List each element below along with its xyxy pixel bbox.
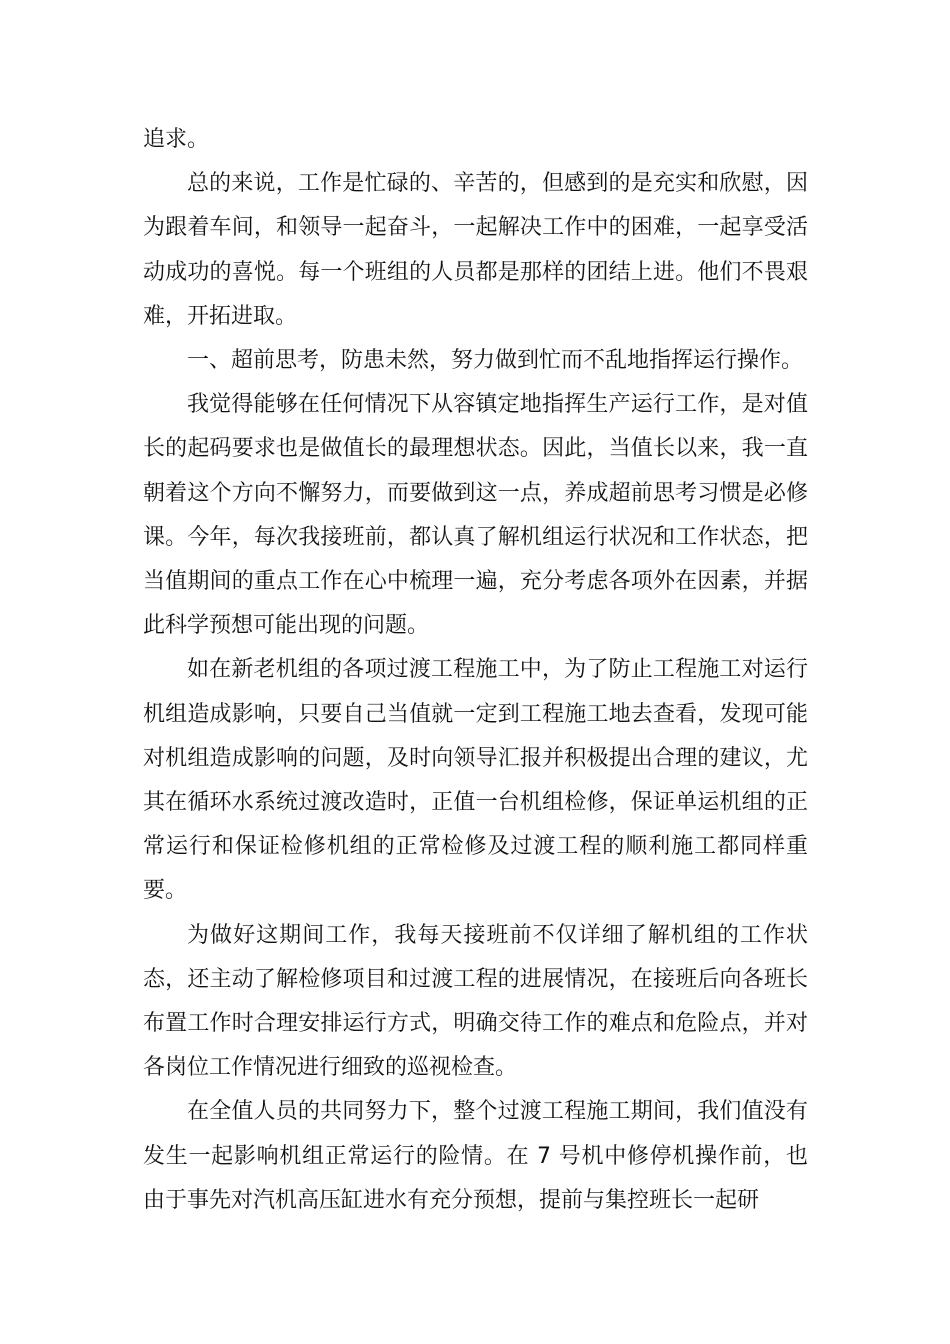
paragraph-summary: 总的来说，工作是忙碌的、辛苦的，但感到的是充实和欣慰，因为跟着车间，和领导一起奋斗，一起解决工作中的困难，一起享受活动成功的喜悦。每一个班组的人员都是那样的团结上进。他们不畏艰难，开拓进取。 (143, 171, 808, 329)
paragraph-continuation: 追求。 (143, 127, 210, 152)
paragraph: 在全值人员的共同努力下，整个过渡工程施工期间，我们值没有发生一起影响机组正常运行的险情。在 7 号机中修停机操作前，也由于事先对汽机高压缸进水有充分预想，提前与集控班长一起研 (143, 1099, 808, 1213)
paragraph: 为做好这期间工作，我每天接班前不仅详细了解机组的工作状态，还主动了解检修项目和过渡工程的进展情况，在接班后向各班长布置工作时合理安排运行方式，明确交待工作的难点和危险点，并对各岗位工作情况进行细致的巡视检查。 (143, 922, 808, 1081)
paragraph: 如在新老机组的各项过渡工程施工中，为了防止工程施工对运行机组造成影响，只要自己当值就一定到工程施工地去查看，发现可能对机组造成影响的问题，及时向领导汇报并积极提出合理的建议，尤其在循环水系统过渡改造时，正值一台机组检修，保证单运机组的正常运行和保证检修机组的正常检修及过渡工程的顺利施工都同样重要。 (143, 657, 808, 904)
document-body (143, 118, 808, 1223)
section-heading: 一、超前思考，防患未然，努力做到忙而不乱地指挥运行操作。 (187, 348, 804, 374)
paragraph: 我觉得能够在任何情况下从容镇定地指挥生产运行工作，是对值长的起码要求也是做值长的最理想状态。因此，当值长以来，我一直朝着这个方向不懈努力，而要做到这一点，养成超前思考习惯是必修课。今年，每次我接班前，都认真了解机组运行状况和工作状态，把当值期间的重点工作在心中梳理一遍，充分考虑各项外在因素，并据此科学预想可能出现的问题。 (143, 392, 808, 639)
